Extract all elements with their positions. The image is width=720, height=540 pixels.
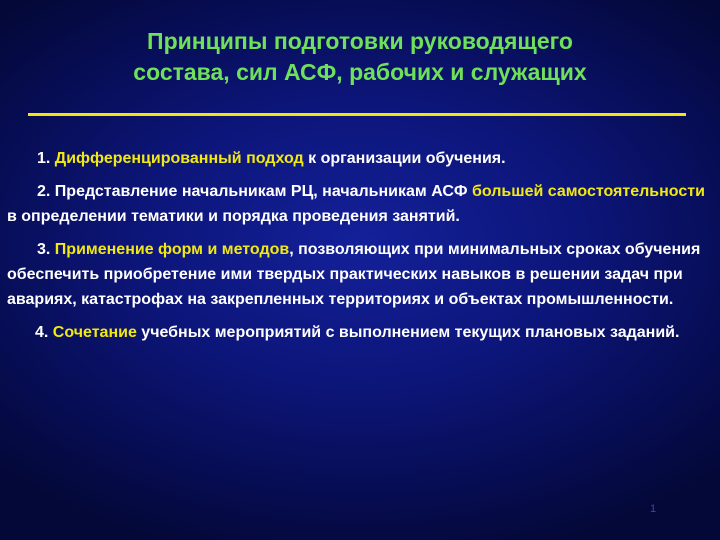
item-number: 4. bbox=[35, 324, 53, 341]
page-number: 1 bbox=[650, 503, 657, 515]
item-text: в определении тематики и порядка проведения занятий. bbox=[7, 208, 460, 225]
title-divider bbox=[28, 113, 686, 116]
item-text-pre: 2. Представление начальникам РЦ, начальникам АСФ bbox=[37, 183, 472, 200]
item-text: , позволяющих при минимальных сроках обучения обеспечить приобретение ими твердых практических навыков в решении задач при авариях, катастрофах на закрепленных территориях и объектах промышленности. bbox=[7, 241, 701, 308]
item-text: к организации обучения. bbox=[303, 150, 506, 167]
item-highlight: Сочетание bbox=[52, 324, 137, 341]
principle-item-2 bbox=[7, 179, 712, 229]
item-highlight: Дифференцированный подход bbox=[54, 150, 304, 167]
item-highlight: Применение форм и методов bbox=[54, 241, 290, 258]
slide-body bbox=[7, 146, 712, 353]
principle-item-4 bbox=[7, 320, 712, 345]
slide-title bbox=[0, 26, 720, 88]
item-number: 1. bbox=[37, 150, 55, 167]
title-line-1: Принципы подготовки руководящего bbox=[147, 28, 573, 54]
principle-item-3 bbox=[7, 237, 712, 312]
principle-item-1 bbox=[7, 146, 712, 171]
item-highlight: большей самостоятельности bbox=[472, 183, 705, 200]
item-text: учебных мероприятий с выполнением текущих плановых заданий. bbox=[136, 324, 680, 341]
title-line-2: состава, сил АСФ, рабочих и служащих bbox=[133, 59, 587, 85]
item-number: 3. bbox=[37, 241, 55, 258]
